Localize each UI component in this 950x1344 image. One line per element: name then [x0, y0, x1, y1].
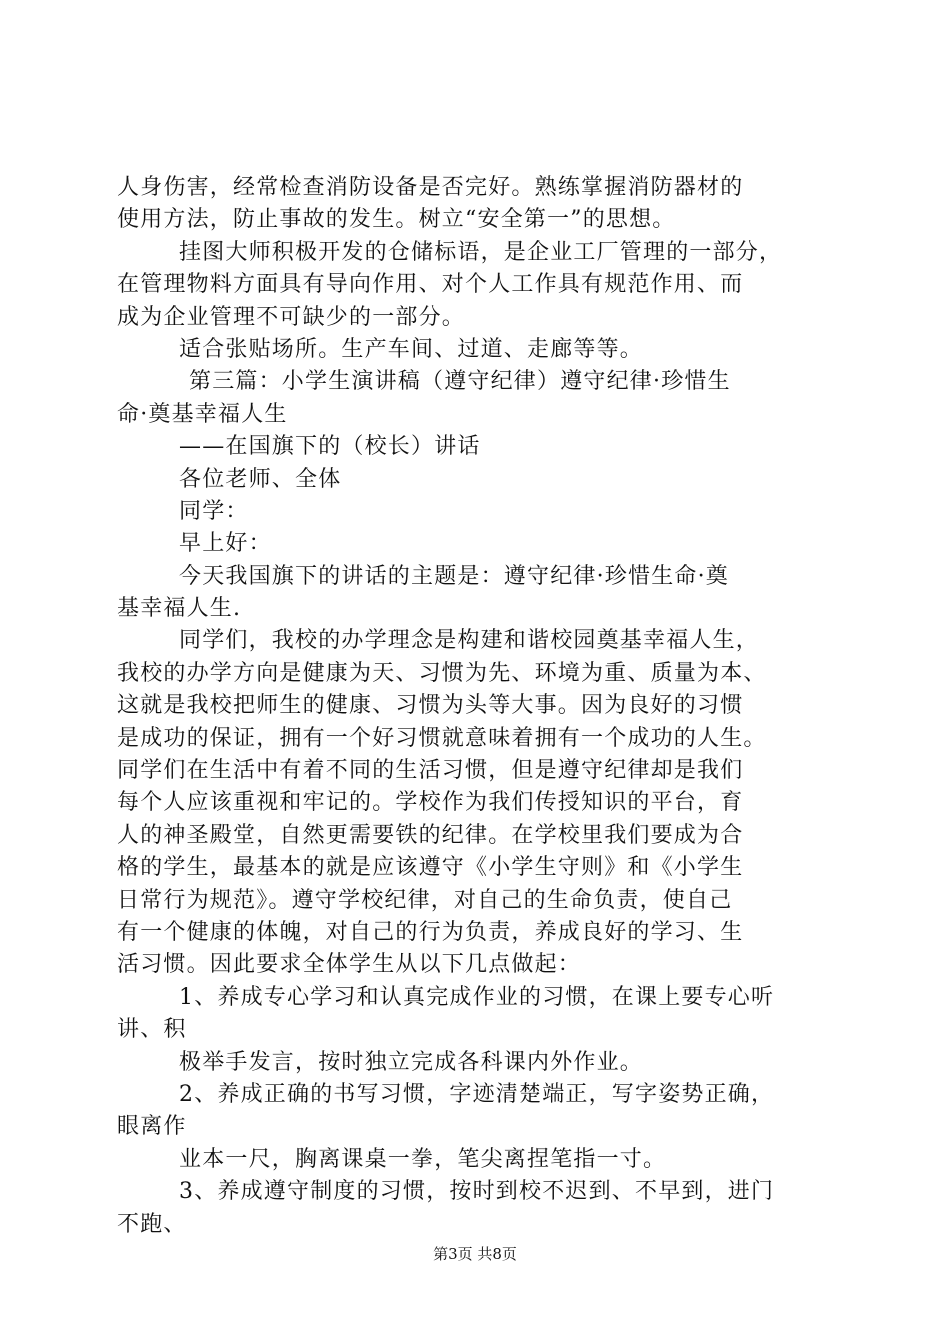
list-item-line: 业本一尺，胸离课桌一拳，笔尖离捏笔指一寸。	[179, 1146, 667, 1172]
text-line: 这就是我校把师生的健康、习惯为头等大事。因为良好的习惯	[117, 693, 744, 719]
text-line: 同学们，我校的办学理念是构建和谐校园奠基幸福人生，	[179, 628, 760, 654]
section-heading-continuation: 命·奠基幸福人生	[117, 401, 288, 427]
text-line: 今天我国旗下的讲话的主题是：遵守纪律·珍惜生命·奠	[179, 563, 729, 589]
list-item-line: 3、养成遵守制度的习惯，按时到校不迟到、不早到，进门	[179, 1179, 775, 1205]
text-line: 同学们在生活中有着不同的生活习惯，但是遵守纪律却是我们	[117, 758, 744, 784]
text-line: 人的神圣殿堂，自然更需要铁的纪律。在学校里我们要成为合	[117, 822, 744, 848]
text-line: 成为企业管理不可缺少的一部分。	[117, 304, 466, 330]
text-line: 适合张贴场所。生产车间、过道、走廊等等。	[179, 336, 644, 362]
text-line: 在管理物料方面具有导向作用、对个人工作具有规范作用、而	[117, 272, 744, 298]
subtitle-line: ——在国旗下的（校长）讲话	[179, 434, 481, 460]
text-line: 我校的办学方向是健康为天、习惯为先、环境为重、质量为本、	[117, 660, 767, 686]
list-item-line: 1、养成专心学习和认真完成作业的习惯，在课上要专心听	[179, 984, 775, 1010]
page-number-footer: 第3页 共8页	[433, 1245, 517, 1263]
text-line: 使用方法，防止事故的发生。树立“安全第一”的思想。	[117, 207, 676, 233]
list-item-line: 极举手发言，按时独立完成各科课内外作业。	[179, 1049, 644, 1075]
text-line: 有一个健康的体魄，对自己的行为负责，养成良好的学习、生	[117, 919, 744, 945]
text-line: 格的学生，最基本的就是应该遵守《小学生守则》和《小学生	[117, 855, 744, 881]
text-line: 日常行为规范》。遵守学校纪律，对自己的生命负责，使自己	[117, 887, 733, 913]
text-line: 活习惯。因此要求全体学生从以下几点做起：	[117, 952, 582, 978]
list-item-line: 眼离作	[117, 1114, 187, 1140]
text-line: 挂图大师积极开发的仓储标语，是企业工厂管理的一部分，	[179, 239, 783, 265]
section-heading: 第三篇：小学生演讲稿（遵守纪律）遵守纪律·珍惜生	[189, 369, 731, 395]
text-line: 基幸福人生.	[117, 596, 242, 622]
list-item-line: 讲、积	[117, 1017, 187, 1043]
greeting-line: 早上好：	[179, 531, 272, 557]
salutation-line: 同学：	[179, 498, 249, 524]
document-body	[117, 172, 837, 1241]
text-line: 人身伤害，经常检查消防设备是否完好。熟练掌握消防器材的	[117, 175, 744, 200]
list-item-line: 不跑、	[117, 1211, 187, 1237]
salutation-line: 各位老师、全体	[179, 466, 342, 492]
list-item-line: 2、养成正确的书写习惯，字迹清楚端正，写字姿势正确，	[179, 1081, 775, 1107]
text-line: 每个人应该重视和牢记的。学校作为我们传授知识的平台，育	[117, 790, 744, 816]
text-line: 是成功的保证，拥有一个好习惯就意味着拥有一个成功的人生。	[117, 725, 767, 751]
